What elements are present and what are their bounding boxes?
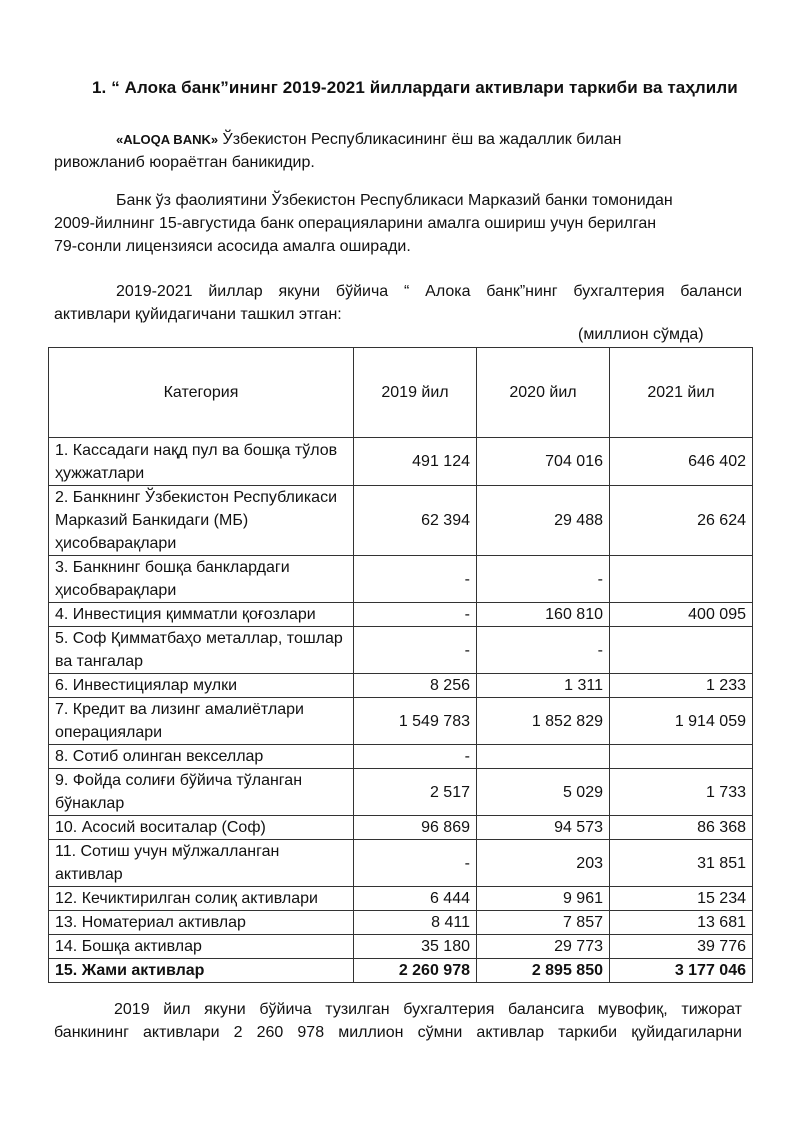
table-row <box>49 745 753 769</box>
value-2019-cell: 8 411 <box>354 911 477 935</box>
category-cell: 13. Номатериал активлар <box>49 911 354 935</box>
value-2019-cell: 35 180 <box>354 935 477 959</box>
value-2021-cell: 3 177 046 <box>610 959 753 983</box>
value-2021-cell: 31 851 <box>610 840 753 887</box>
value-2019-cell: - <box>354 603 477 627</box>
balance-intro-line-2: активлари қуйидагичани ташкил этган: <box>54 306 342 323</box>
table-row <box>49 911 753 935</box>
category-cell: 14. Бошқа активлар <box>49 935 354 959</box>
table-row <box>49 840 753 887</box>
value-2021-cell <box>610 556 753 603</box>
value-2019-cell: 6 444 <box>354 887 477 911</box>
conclusion-line-2: банкининг активлари 2 260 978 миллион сўмни активлар таркиби қуйидагиларни <box>54 1024 742 1041</box>
value-2020-cell: 160 810 <box>477 603 610 627</box>
table-row <box>49 769 753 816</box>
value-2020-cell: - <box>477 556 610 603</box>
value-2021-cell: 13 681 <box>610 911 753 935</box>
table-row <box>49 935 753 959</box>
value-2020-cell: 1 311 <box>477 674 610 698</box>
table-row <box>49 556 753 603</box>
category-cell: 4. Инвестиция қимматли қоғозлари <box>49 603 354 627</box>
value-2020-cell: 2 895 850 <box>477 959 610 983</box>
value-2019-cell: 2 260 978 <box>354 959 477 983</box>
license-line-1: Банк ўз фаолиятини Ўзбекистон Республикаси Марказий банки томонидан <box>116 192 673 209</box>
section-heading: 1. “ Алока банк”ининг 2019-2021 йиллардаги активлари таркиби ва таҳлили <box>92 78 738 97</box>
category-cell: 10. Асосий воситалар (Соф) <box>49 816 354 840</box>
value-2020-cell: 203 <box>477 840 610 887</box>
value-2021-cell: 1 233 <box>610 674 753 698</box>
value-2021-cell: 26 624 <box>610 486 753 556</box>
table-row <box>49 698 753 745</box>
assets-table <box>48 347 753 983</box>
value-2020-cell: 1 852 829 <box>477 698 610 745</box>
value-2019-cell: 491 124 <box>354 438 477 486</box>
category-cell: 8. Сотиб олинган векселлар <box>49 745 354 769</box>
value-2020-cell: 9 961 <box>477 887 610 911</box>
table-row <box>49 674 753 698</box>
table-body <box>49 438 753 983</box>
value-2021-cell: 39 776 <box>610 935 753 959</box>
category-cell: 12. Кечиктирилган солиқ активлари <box>49 887 354 911</box>
category-cell: 5. Соф Қимматбаҳо металлар, тошлар ва тангалар <box>49 627 354 674</box>
bank-brand: «ALOQA BANK» <box>116 132 219 147</box>
value-2019-cell: - <box>354 745 477 769</box>
table-row <box>49 816 753 840</box>
value-2020-cell: 94 573 <box>477 816 610 840</box>
table-row <box>49 887 753 911</box>
intro-line-1: Ўзбекистон Республикасининг ёш ва жадаллик билан <box>218 131 622 148</box>
license-line-3: 79-сонли лицензияси асосида амалга оширади. <box>54 238 411 255</box>
table-row <box>49 438 753 486</box>
category-cell: 9. Фойда солиғи бўйича тўланган бўнаклар <box>49 769 354 816</box>
value-2021-cell: 1 914 059 <box>610 698 753 745</box>
value-2021-cell: 400 095 <box>610 603 753 627</box>
value-2019-cell: 62 394 <box>354 486 477 556</box>
conclusion-line-1: 2019 йил якуни бўйича тузилган бухгалтерия балансига мувофиқ, тижорат <box>114 1001 742 1018</box>
value-2021-cell <box>610 745 753 769</box>
category-cell: 2. Банкнинг Ўзбекистон Республикаси Марказий Банкидаги (МБ) ҳисобварақлари <box>49 486 354 556</box>
value-2019-cell: 2 517 <box>354 769 477 816</box>
value-2020-cell: 29 773 <box>477 935 610 959</box>
category-cell: 7. Кредит ва лизинг амалиётлари операциялари <box>49 698 354 745</box>
intro-line-2: ривожланиб юораётган баникидир. <box>54 154 315 171</box>
category-cell: 15. Жами активлар <box>49 959 354 983</box>
balance-intro-paragraph <box>54 280 742 326</box>
value-2020-cell <box>477 745 610 769</box>
category-cell: 3. Банкнинг бошқа банклардаги ҳисобварақлари <box>49 556 354 603</box>
balance-intro-line-1: 2019-2021 йиллар якуни бўйича “ Алока банк”нинг бухгалтерия баланси <box>116 283 742 300</box>
value-2021-cell <box>610 627 753 674</box>
header-2021: 2021 йил <box>610 348 753 438</box>
value-2019-cell: 1 549 783 <box>354 698 477 745</box>
value-2019-cell: - <box>354 556 477 603</box>
table-total-row <box>49 959 753 983</box>
value-2021-cell: 86 368 <box>610 816 753 840</box>
value-2019-cell: - <box>354 627 477 674</box>
table-row <box>49 603 753 627</box>
table-header-row <box>49 348 753 438</box>
unit-note: (миллион сўмда) <box>578 326 704 343</box>
value-2021-cell: 646 402 <box>610 438 753 486</box>
value-2019-cell: 96 869 <box>354 816 477 840</box>
header-2020: 2020 йил <box>477 348 610 438</box>
value-2019-cell: 8 256 <box>354 674 477 698</box>
category-cell: 11. Сотиш учун мўлжалланган активлар <box>49 840 354 887</box>
license-paragraph <box>54 189 742 258</box>
value-2020-cell: 7 857 <box>477 911 610 935</box>
table-row <box>49 486 753 556</box>
category-cell: 6. Инвестициялар мулки <box>49 674 354 698</box>
category-cell: 1. Кассадаги нақд пул ва бошқа тўлов ҳужжатлари <box>49 438 354 486</box>
conclusion-paragraph <box>54 998 742 1044</box>
value-2021-cell: 1 733 <box>610 769 753 816</box>
header-category: Категория <box>49 348 354 438</box>
value-2020-cell: 5 029 <box>477 769 610 816</box>
license-line-2: 2009-йилнинг 15-августида банк операцияларини амалга ошириш учун берилган <box>54 215 657 232</box>
value-2021-cell: 15 234 <box>610 887 753 911</box>
value-2019-cell: - <box>354 840 477 887</box>
value-2020-cell: - <box>477 627 610 674</box>
value-2020-cell: 29 488 <box>477 486 610 556</box>
intro-paragraph <box>54 128 742 174</box>
table-row <box>49 627 753 674</box>
header-2019: 2019 йил <box>354 348 477 438</box>
value-2020-cell: 704 016 <box>477 438 610 486</box>
